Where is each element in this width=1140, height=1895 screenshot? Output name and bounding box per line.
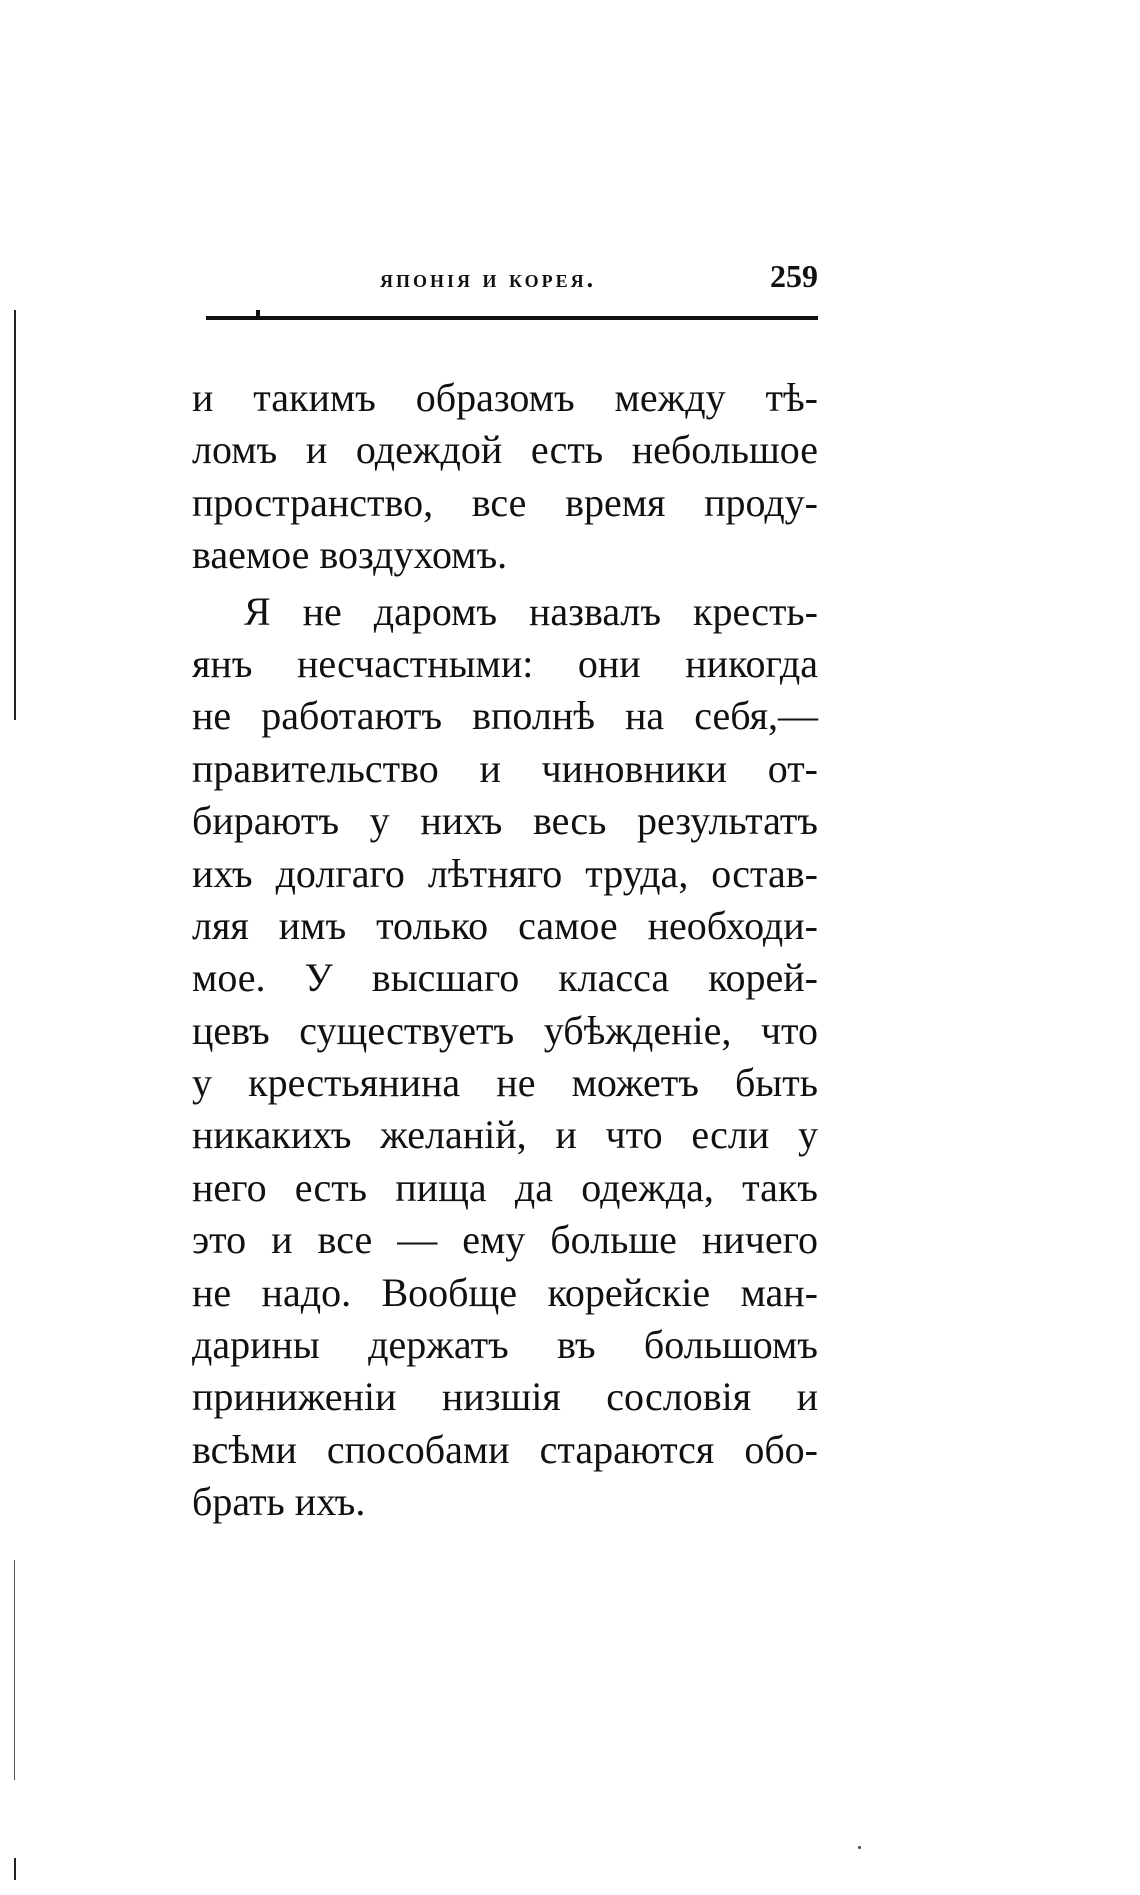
header-rule <box>206 316 818 320</box>
text-line: не работаютъ вполнѣ на себя,— <box>192 693 818 739</box>
text-line: мое. У высшаго класса корей- <box>192 955 818 1001</box>
paragraph <box>192 586 818 1529</box>
page-edge-line <box>14 310 16 720</box>
running-title: японія и корея. <box>380 264 597 293</box>
text-line: Я не даромъ назвалъ кресть- <box>244 588 818 634</box>
text-line: это и все — ему больше ничего <box>192 1217 818 1263</box>
text-line: всѣми способами стараются обо- <box>192 1426 818 1472</box>
text-line: дарины держатъ въ большомъ <box>192 1322 818 1368</box>
body-text <box>192 372 818 1529</box>
text-line: ляя имъ только самое необходи- <box>192 902 818 948</box>
page-edge-line <box>14 1560 15 1780</box>
text-line: янъ несчастными: они никогда <box>192 640 818 686</box>
running-head <box>192 258 818 298</box>
text-line: ломъ и одеждой есть небольшое <box>192 427 818 473</box>
page-edge-mark <box>14 1858 16 1880</box>
paragraph <box>192 372 818 582</box>
text-line: ихъ долгаго лѣтняго труда, остав- <box>192 850 818 896</box>
text-line: бираютъ у нихъ весь результатъ <box>192 798 818 844</box>
text-line: ваемое воздухомъ. <box>192 532 508 578</box>
text-line: цевъ существуетъ убѣжденіе, что <box>192 1007 818 1053</box>
text-line: пространство, все время проду- <box>192 479 818 525</box>
text-line: правительство и чиновники от- <box>192 745 818 791</box>
rule-speck <box>256 310 260 316</box>
text-line: брать ихъ. <box>192 1479 366 1525</box>
text-line: никакихъ желаній, и что если у <box>192 1112 818 1158</box>
page-number: 259 <box>770 258 818 294</box>
text-line: него есть пища да одежда, такъ <box>192 1164 818 1210</box>
text-line: приниженіи низшія сословія и <box>192 1374 818 1420</box>
text-line: и такимъ образомъ между тѣ- <box>192 375 818 420</box>
scan-speck <box>858 1846 861 1849</box>
text-line: не надо. Вообще корейскіе ман- <box>192 1269 818 1315</box>
text-line: у крестьянина не можетъ быть <box>192 1060 818 1106</box>
